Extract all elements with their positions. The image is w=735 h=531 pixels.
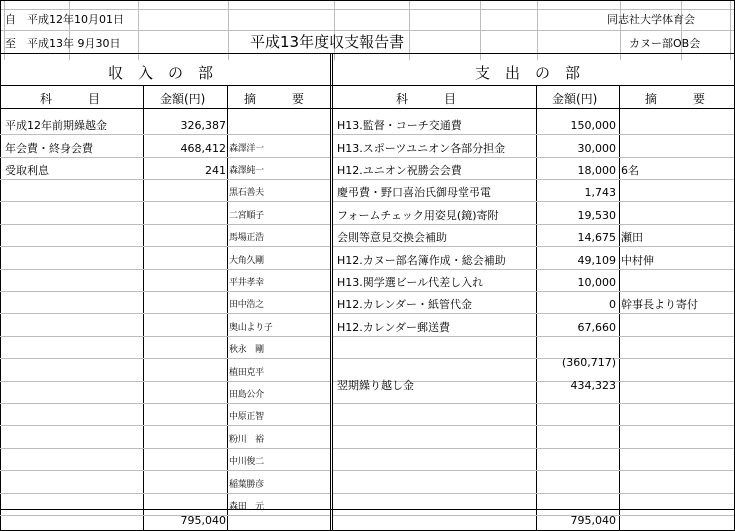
income-item: 平成12年前期繰越金 — [5, 119, 107, 132]
row-line — [0, 358, 330, 359]
row-line — [0, 224, 330, 225]
row-line — [0, 381, 330, 382]
expense-item: 会則等意見交換会補助 — [337, 231, 447, 244]
row-line — [333, 493, 734, 494]
income-total: 795,040 — [180, 514, 226, 527]
income-item: 年会費・終身会費 — [5, 142, 93, 155]
row-line — [333, 269, 734, 270]
member-name: 奥山より子 — [229, 323, 273, 333]
expense-amount: 0 — [609, 298, 616, 311]
expense-col-note: 摘 要 — [645, 92, 706, 106]
expense-note: 幹事長より寄付 — [621, 298, 698, 311]
income-col-line — [227, 85, 228, 531]
row-line — [333, 425, 734, 426]
expense-note: 中村伸 — [621, 254, 654, 267]
member-name: 植田克平 — [229, 368, 264, 378]
row-line — [0, 470, 330, 471]
row-line — [333, 134, 734, 135]
expense-item: H12.ユニオン祝勝会会費 — [337, 164, 462, 177]
row-line — [0, 425, 330, 426]
row-line — [0, 157, 330, 158]
row-line — [0, 493, 330, 494]
expense-item: H13.監督・コーチ交通費 — [337, 119, 462, 132]
member-name: 二宮順子 — [229, 211, 264, 221]
expense-item: H13.スポーツユニオン各部分担金 — [337, 142, 506, 155]
row-line — [0, 201, 330, 202]
carry-forward-amount: 434,323 — [570, 379, 616, 392]
border-top — [0, 0, 735, 1]
member-name: 森田 元 — [229, 502, 264, 512]
row-line — [333, 336, 734, 337]
row-line — [333, 358, 734, 359]
member-name: 田中浩之 — [229, 300, 264, 310]
expense-col-item: 科 目 — [396, 92, 457, 106]
center-divider — [330, 53, 331, 531]
row-line — [0, 179, 330, 180]
member-name: 秋永 剛 — [229, 345, 264, 355]
member-name: 中原正智 — [229, 412, 264, 422]
total-rule — [0, 509, 735, 510]
member-name: 田島公介 — [229, 390, 264, 400]
border-left — [0, 0, 1, 531]
expense-item: H12.カヌー部名簿作成・総会補助 — [337, 254, 506, 267]
row-line — [0, 448, 330, 449]
row-line — [333, 157, 734, 158]
row-line — [333, 179, 734, 180]
period-to: 至 平成13年 9月30日 — [5, 37, 121, 50]
member-name: 平井孝幸 — [229, 278, 264, 288]
expense-amount: 18,000 — [577, 164, 616, 177]
member-name: 中川俊二 — [229, 457, 264, 467]
row-line — [0, 313, 330, 314]
expense-col-line — [536, 85, 537, 531]
organization-sub: カヌー部OB会 — [629, 37, 701, 50]
period-from: 自 平成12年10月01日 — [5, 13, 124, 26]
organization-name: 同志社大学体育会 — [607, 13, 695, 26]
expense-amount: 14,675 — [577, 231, 616, 244]
center-divider — [332, 53, 333, 531]
income-section-title: 収 入 の 部 — [108, 64, 214, 82]
member-name: 大角久剛 — [229, 256, 264, 266]
row-line — [333, 201, 734, 202]
expense-amount: 49,109 — [577, 254, 616, 267]
income-amount: 326,387 — [180, 119, 226, 132]
row-line — [333, 470, 734, 471]
column-header-rule — [0, 108, 735, 109]
expense-amount: 10,000 — [577, 276, 616, 289]
income-item: 受取利息 — [5, 164, 49, 177]
expense-col-line — [619, 85, 620, 531]
row-line — [333, 246, 734, 247]
expense-amount: 1,743 — [584, 186, 616, 199]
grid-horizontal — [0, 9, 735, 10]
row-line — [333, 224, 734, 225]
row-line — [0, 336, 330, 337]
header-rule — [0, 53, 735, 54]
expense-item: フォームチェック用姿見(鏡)寄附 — [337, 209, 499, 222]
grid-horizontal — [0, 30, 735, 31]
expense-amount: 67,660 — [577, 321, 616, 334]
expense-col-amount: 金額(円) — [552, 92, 598, 106]
income-amount: 468,412 — [180, 142, 226, 155]
row-line — [333, 291, 734, 292]
expense-item: 慶弔費・野口喜治氏御母堂弔電 — [337, 186, 491, 199]
expense-amount: 19,530 — [577, 209, 616, 222]
expense-total: 795,040 — [570, 514, 616, 527]
member-name: 稲葉勝彦 — [229, 480, 264, 490]
income-amount: 241 — [205, 164, 226, 177]
expense-amount: 30,000 — [577, 142, 616, 155]
report-title: 平成13年度収支報告書 — [250, 33, 405, 51]
row-line — [0, 134, 330, 135]
income-col-line — [143, 85, 144, 531]
member-name: 黒石善夫 — [229, 188, 264, 198]
carry-forward-label: 翌期繰り越し金 — [337, 379, 414, 392]
row-line — [0, 291, 330, 292]
member-name: 馬場正浩 — [229, 233, 264, 243]
row-line — [0, 515, 330, 516]
member-name: 森澤洋一 — [229, 144, 264, 154]
income-col-item: 科 目 — [40, 92, 101, 106]
row-line — [333, 313, 734, 314]
row-line — [0, 246, 330, 247]
expense-note: 6名 — [621, 164, 639, 177]
member-name: 粉川 裕 — [229, 435, 264, 445]
row-line — [333, 448, 734, 449]
member-name: 森澤純一 — [229, 166, 264, 176]
expense-item: H13.関学選ビール代差し入れ — [337, 276, 484, 289]
section-rule — [0, 85, 735, 86]
expense-item: H12.カレンダー郵送費 — [337, 321, 451, 334]
expense-section-title: 支 出 の 部 — [475, 64, 581, 82]
expense-item: H12.カレンダー・紙管代金 — [337, 298, 473, 311]
expense-amount: 150,000 — [570, 119, 616, 132]
row-line — [0, 269, 330, 270]
expense-subtotal: (360,717) — [561, 356, 616, 369]
expense-note: 瀬田 — [621, 231, 643, 244]
row-line — [333, 515, 734, 516]
row-line — [333, 403, 734, 404]
row-line — [0, 403, 330, 404]
income-col-note: 摘 要 — [244, 92, 305, 106]
income-col-amount: 金額(円) — [160, 92, 206, 106]
